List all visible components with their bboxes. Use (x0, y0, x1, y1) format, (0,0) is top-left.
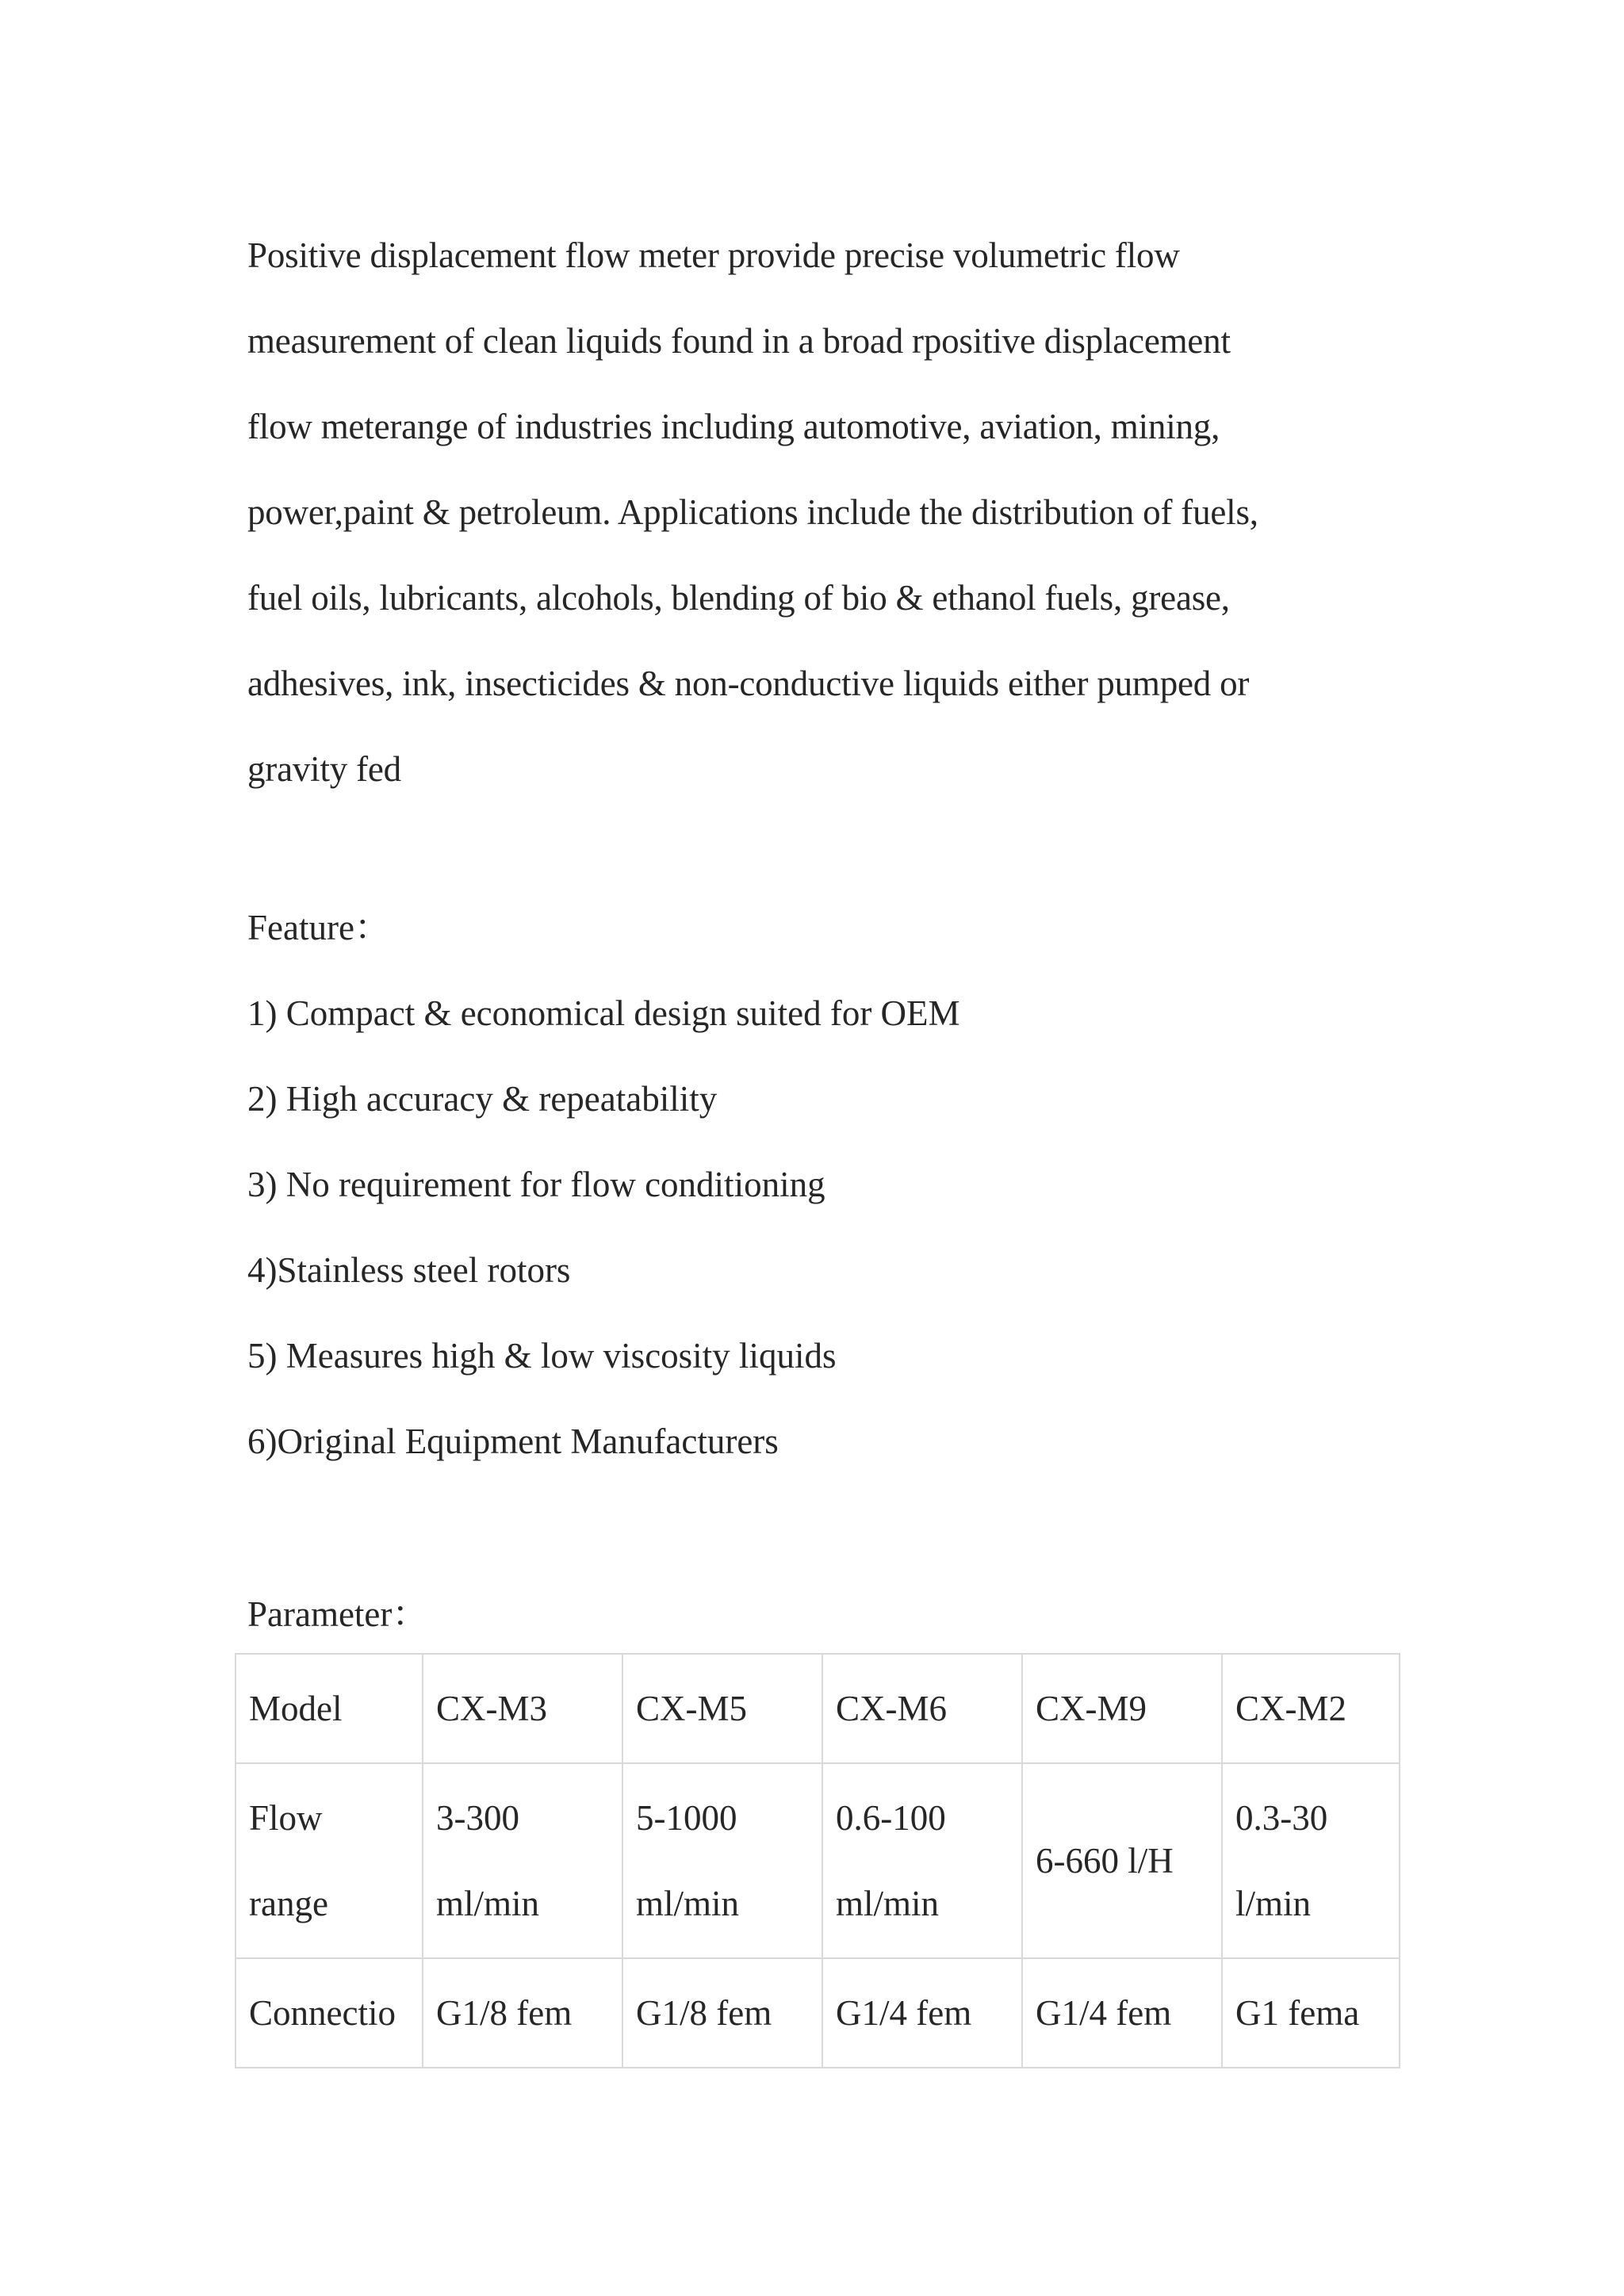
cell-text: l/min (1235, 1884, 1312, 1923)
table-row-connection (236, 1958, 1400, 2068)
table-cell-connection-label: Connectio (236, 1958, 423, 2068)
intro-line: flow meterange of industries including automotive, aviation, mining, (247, 407, 1220, 446)
table-cell-connection: G1/8 fem (622, 1958, 822, 2068)
cell-text: 3-300 (436, 1798, 519, 1838)
cell-text: 0.6-100 (836, 1798, 946, 1838)
feature-list (247, 970, 960, 1484)
table-cell-flow (822, 1763, 1022, 1958)
feature-item: 1) Compact & economical design suited for OEM (247, 993, 960, 1033)
cell-text: ml/min (836, 1884, 940, 1923)
parameter-table (235, 1653, 1400, 2068)
feature-item: 2) High accuracy & repeatability (247, 1079, 718, 1119)
table-cell-model: CX-M2 (1222, 1654, 1400, 1763)
table-row-flow-range (236, 1763, 1400, 1958)
parameter-heading: Parameter： (247, 1594, 428, 1634)
cell-text: ml/min (636, 1884, 740, 1923)
table-cell-connection: G1/4 fem (822, 1958, 1022, 2068)
table-cell-connection: G1 fema (1222, 1958, 1400, 2068)
table-cell-connection: G1/8 fem (423, 1958, 622, 2068)
feature-item: 3) No requirement for flow conditioning (247, 1165, 825, 1204)
table-cell-model: CX-M5 (622, 1654, 822, 1763)
table-cell-model: CX-M3 (423, 1654, 622, 1763)
intro-paragraph (247, 212, 1397, 812)
table-cell-connection: G1/4 fem (1022, 1958, 1222, 2068)
intro-line: power,paint & petroleum. Applications include the distribution of fuels, (247, 492, 1258, 532)
cell-text: Flow (249, 1798, 323, 1838)
table-cell-flow-label (236, 1763, 423, 1958)
feature-item: 4)Stainless steel rotors (247, 1250, 571, 1290)
feature-heading: Feature： (247, 908, 390, 947)
cell-text: range (249, 1884, 328, 1923)
intro-line: gravity fed (247, 749, 401, 789)
cell-text: ml/min (436, 1884, 540, 1923)
feature-item: 5) Measures high & low viscosity liquids (247, 1336, 837, 1376)
cell-text: 6-660 l/H (1036, 1841, 1174, 1881)
table-row-model (236, 1654, 1400, 1763)
intro-line: measurement of clean liquids found in a broad rpositive displacement (247, 321, 1231, 361)
table-cell-flow (423, 1763, 622, 1958)
table-cell-flow (1022, 1763, 1222, 1958)
feature-item: 6)Original Equipment Manufacturers (247, 1422, 779, 1461)
table-cell-model-label: Model (236, 1654, 423, 1763)
table-cell-model: CX-M6 (822, 1654, 1022, 1763)
intro-line: Positive displacement flow meter provide precise volumetric flow (247, 235, 1180, 275)
table-cell-model: CX-M9 (1022, 1654, 1222, 1763)
table-cell-flow (1222, 1763, 1400, 1958)
intro-line: adhesives, ink, insecticides & non-conductive liquids either pumped or (247, 664, 1250, 703)
cell-text: 5-1000 (636, 1798, 737, 1838)
intro-line: fuel oils, lubricants, alcohols, blending of bio & ethanol fuels, grease, (247, 578, 1230, 618)
table-cell-flow (622, 1763, 822, 1958)
cell-text: 0.3-30 (1235, 1798, 1328, 1838)
